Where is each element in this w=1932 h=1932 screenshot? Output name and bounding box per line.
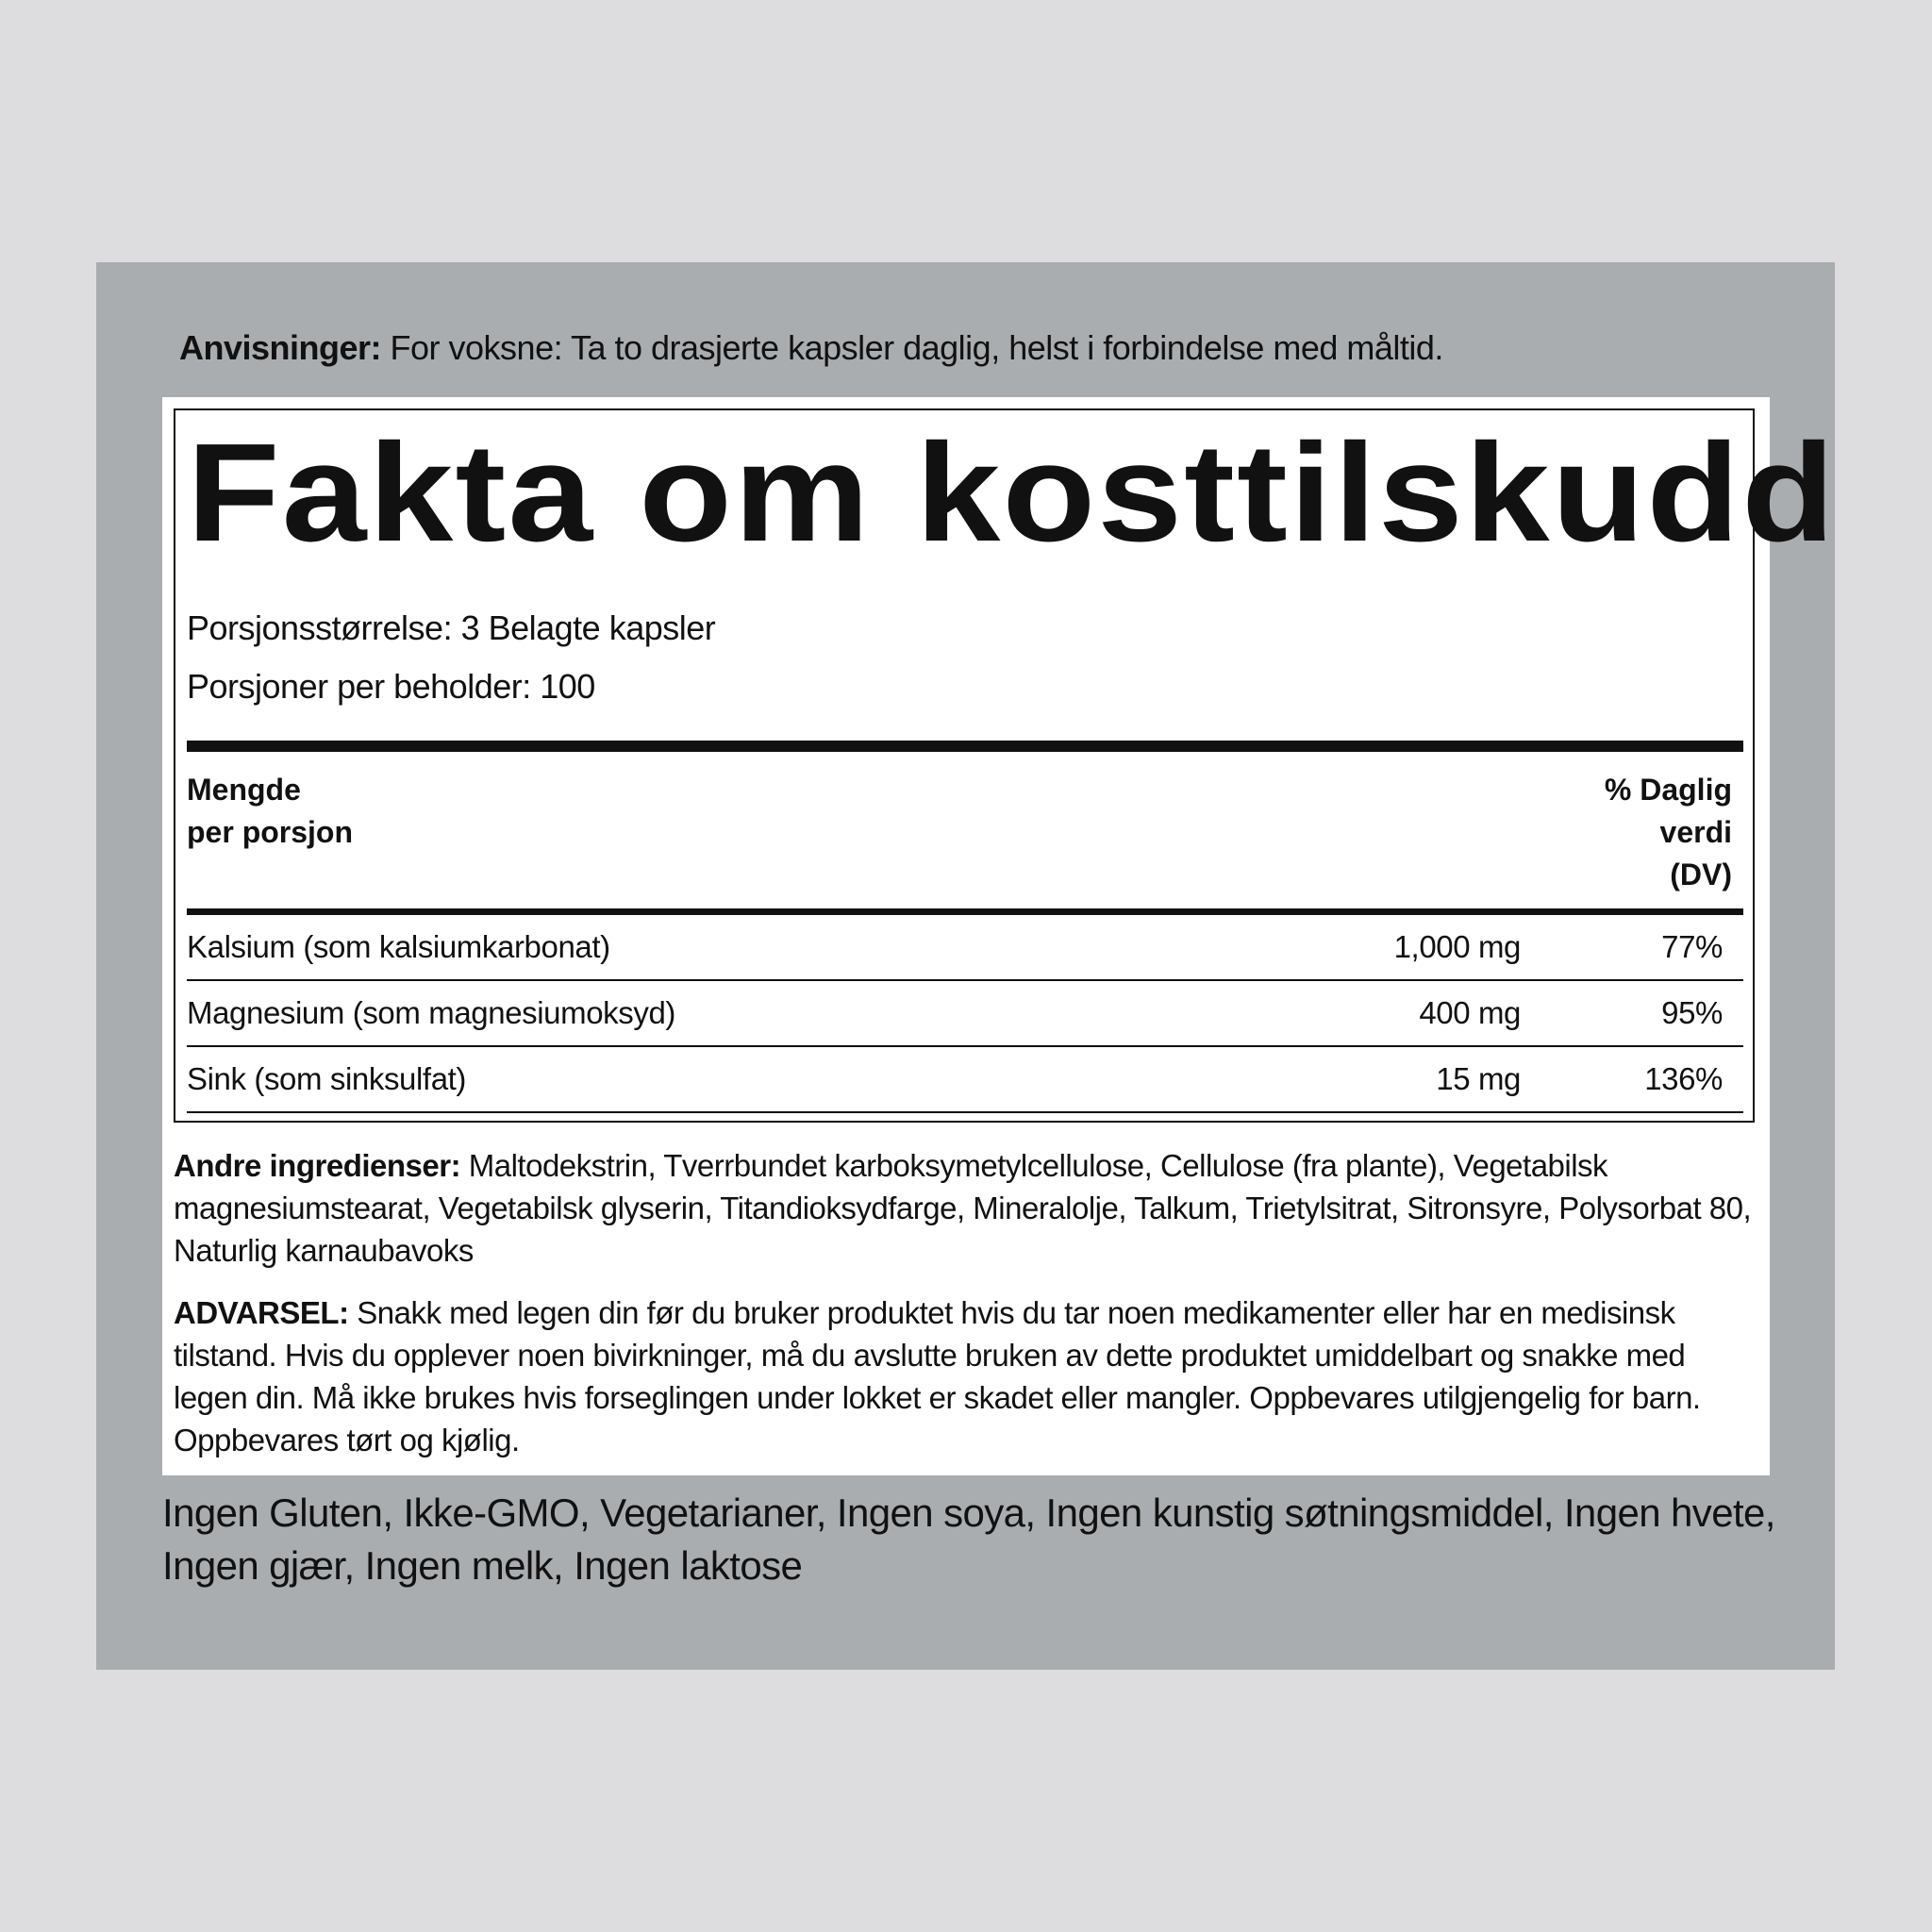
nutrient-name: Sink (som sinksulfat) [187, 1061, 467, 1096]
warning-text: Snakk med legen din før du bruker produktet hvis du tar noen medikamenter eller har en medisinsk tilstand. Hvis du opplever noen bivirkninger, må du avslutte bruken av dette produktet umiddelbart og snakke med legen din. Må ikke brukes hvis forseglingen under lokket er skadet eller mangler. Oppbevares utilgjengelig for barn. Oppbevares tørt og kjølig. [174, 1295, 1701, 1457]
serving-size: Porsjonsstørrelse: 3 Belagte kapsler [187, 608, 716, 647]
medium-divider [187, 908, 1743, 915]
label-panel [96, 262, 1835, 1670]
amount-header [187, 769, 353, 854]
nutrient-name: Kalsium (som kalsiumkarbonat) [187, 929, 610, 964]
nutrient-row [187, 915, 1743, 981]
other-ingredients [174, 1144, 1758, 1272]
warning-label: ADVARSEL: [174, 1295, 349, 1330]
warning [174, 1291, 1758, 1461]
nutrient-row [187, 981, 1743, 1047]
servings-per-container: Porsjoner per beholder: 100 [187, 667, 595, 706]
supplement-facts-box [174, 408, 1837, 1123]
supplement-card [162, 397, 1837, 1475]
facts-title: Fakta om kosttilskudd [187, 415, 1837, 571]
dv-header-line2: verdi [1659, 815, 1732, 849]
nutrient-row [187, 1047, 1743, 1113]
nutrient-amount: 15 mg [1436, 1061, 1521, 1096]
nutrient-name: Magnesium (som magnesiumoksyd) [187, 995, 676, 1030]
directions-label: Anvisninger: [179, 328, 382, 367]
nutrient-amount: 1,000 mg [1393, 929, 1521, 964]
amount-header-line2: per porsjon [187, 815, 354, 849]
nutrient-dv: 95% [1661, 995, 1723, 1030]
other-ingredients-text: Maltodekstrin, Tverrbundet karboksymetylcellulose, Cellulose (fra plante), Vegetabilsk magnesiumstearat, Vegetabilsk glyserin, Titandioksydfarge, Mineralolje, Talkum, Trietylsitrat, Sitronsyre, Polysorbat 80, Naturlig karnaubavoks [174, 1148, 1752, 1268]
daily-value-header [1605, 769, 1732, 896]
nutrient-amount: 400 mg [1419, 995, 1521, 1030]
other-ingredients-label: Andre ingredienser: [174, 1148, 461, 1183]
directions-text: For voksne: Ta to drasjerte kapsler daglig, helst i forbindelse med måltid. [381, 328, 1443, 367]
directions [179, 328, 1443, 368]
amount-header-line1: Mengde [187, 773, 301, 807]
dv-header-line1: % Daglig [1604, 773, 1732, 807]
thick-divider [187, 741, 1743, 752]
dv-header-line3: (DV) [1670, 858, 1732, 891]
free-from-claims: Ingen Gluten, Ikke-GMO, Vegetarianer, Ingen soya, Ingen kunstig søtningsmiddel, Ingen hvete, Ingen gjær, Ingen melk, Ingen laktose [162, 1491, 1775, 1588]
nutrient-dv: 136% [1644, 1061, 1723, 1096]
nutrient-dv: 77% [1661, 929, 1723, 964]
